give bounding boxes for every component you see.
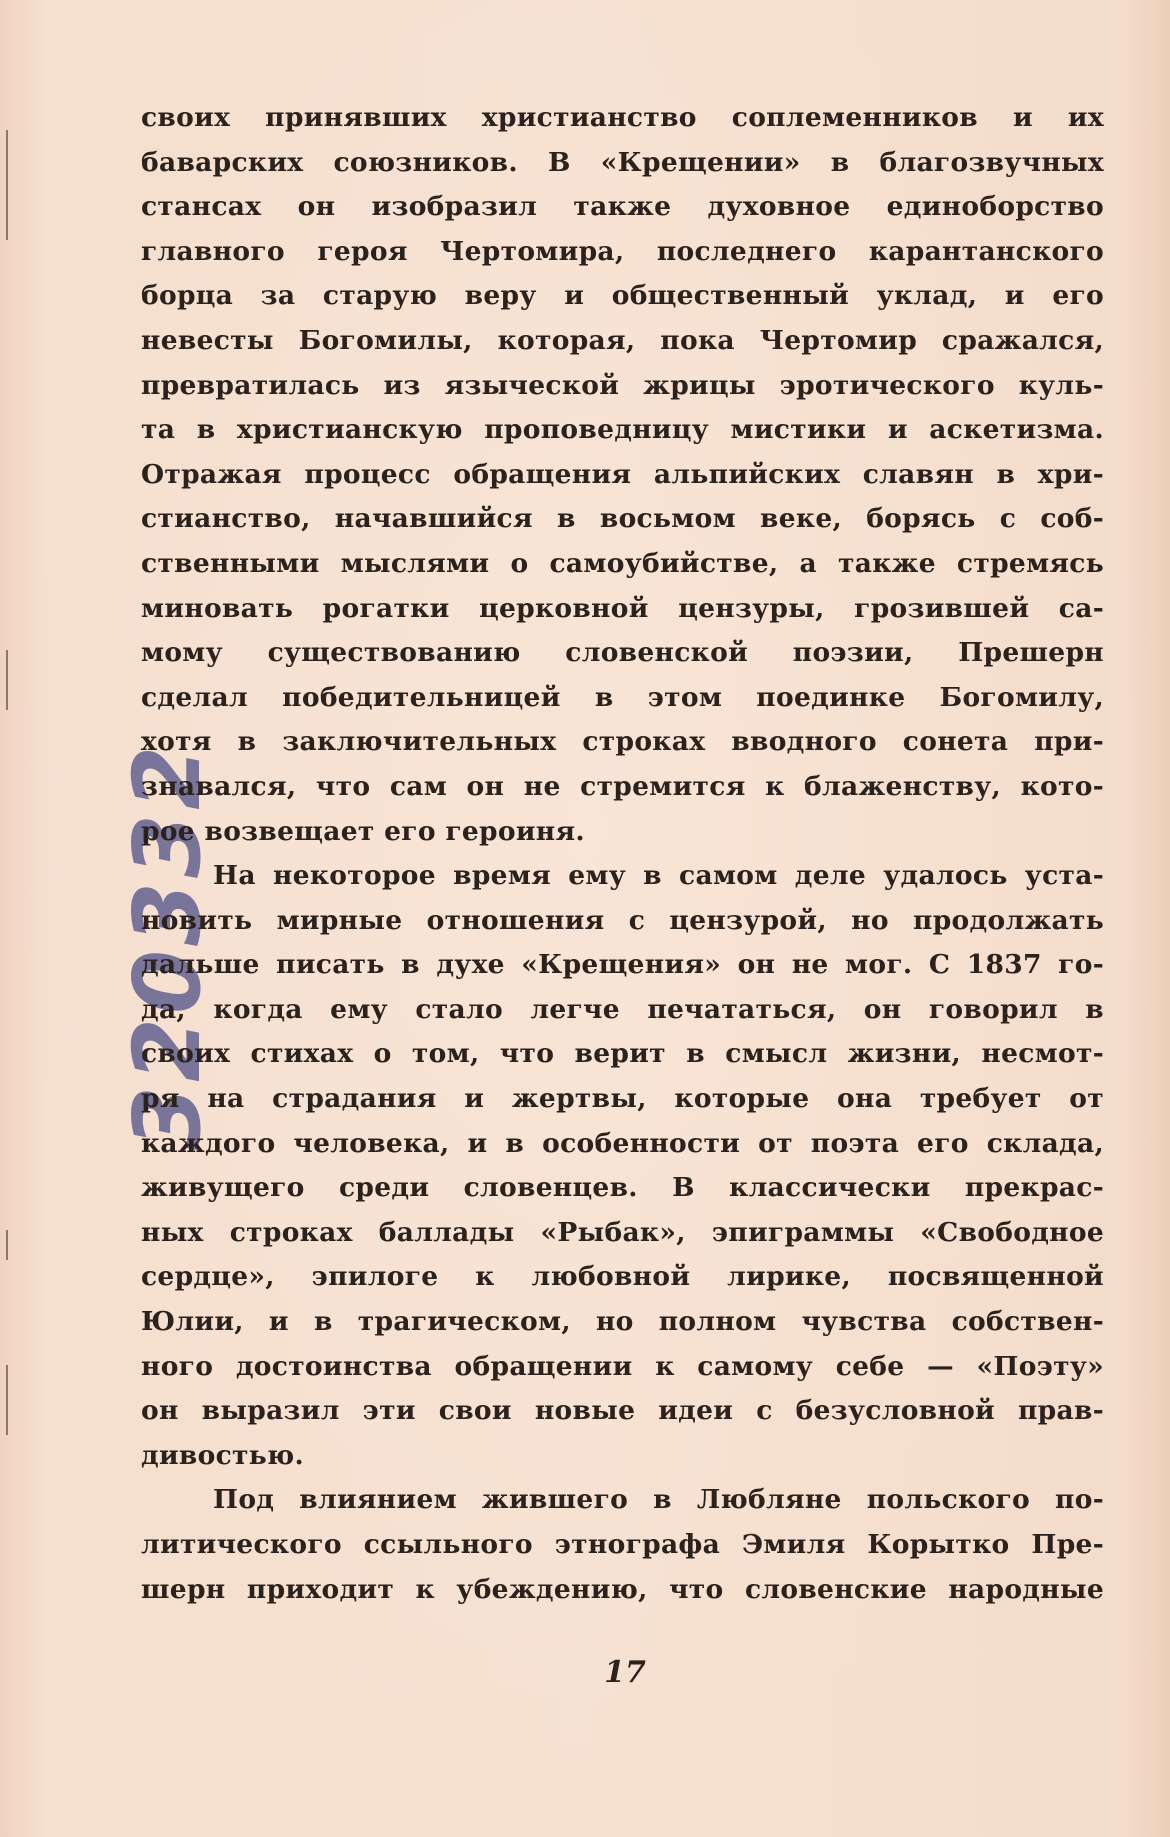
text-line: ря на страдания и жертвы, которые она требует от	[141, 1083, 1104, 1115]
text-line: да, когда ему стало легче печататься, он говорил в	[141, 993, 1104, 1025]
text-line: сделал победительницей в этом поединке Богомилу,	[141, 681, 1104, 713]
scan-edge-shadow	[6, 130, 8, 240]
text-line: ного достоинства обращении к самому себе — «Поэту»	[141, 1350, 1104, 1382]
text-line: он выразил эти свои новые идеи с безусловной прав-	[141, 1395, 1104, 1427]
text-line: ственными мыслями о самоубийстве, а также стремясь	[141, 547, 1104, 579]
text-line: шерн приходит к убеждению, что словенские народные	[141, 1573, 1104, 1605]
body-text	[141, 96, 1104, 1612]
stamp-number: 320332	[114, 741, 221, 1150]
text-line: мому существованию словенской поэзии, Прешерн	[141, 637, 1104, 669]
text-line: знавался, что сам он не стремится к блаженству, кото-	[141, 770, 1104, 802]
text-line-paragraph-end: рое возвещает его героиня.	[141, 815, 585, 847]
text-line: литического ссыльного этнографа Эмиля Корытко Пре-	[141, 1529, 1104, 1560]
page-number: 17	[604, 1655, 646, 1690]
text-line: баварских союзников. В «Крещении» в благозвучных	[141, 146, 1104, 178]
text-line: ных строках баллады «Рыбак», эпиграммы «Свободное	[141, 1216, 1104, 1248]
text-line: своих стихах о том, что верит в смысл жизни, несмот-	[141, 1038, 1104, 1070]
text-line: живущего среди словенцев. В классически прекрас-	[141, 1172, 1104, 1204]
text-line: стансах он изобразил также духовное единоборство	[141, 191, 1104, 223]
text-line: сердце», эпилоге к любовной лирике, посвященной	[141, 1261, 1104, 1293]
text-line: борца за старую веру и общественный уклад, и его	[141, 280, 1104, 312]
text-line: превратилась из языческой жрицы эротического куль-	[141, 369, 1104, 401]
text-line: хотя в заключительных строках вводного сонета при-	[141, 726, 1104, 758]
text-line: Отражая процесс обращения альпийских славян в хри-	[141, 458, 1104, 490]
text-line: дальше писать в духе «Крещения» он не мог. С 1837 го-	[141, 949, 1104, 981]
text-line: каждого человека, и в особенности от поэта его склада,	[141, 1127, 1104, 1159]
scan-edge-shadow	[6, 650, 8, 710]
text-line: Юлии, и в трагическом, но полном чувства собствен-	[141, 1306, 1104, 1338]
text-line: главного героя Чертомира, последнего карантанского	[141, 235, 1104, 267]
text-line-paragraph-start: Под влиянием жившего в Любляне польского по-	[213, 1484, 1104, 1516]
text-line: стианство, начавшийся в восьмом веке, борясь с соб-	[141, 503, 1104, 535]
text-line: та в христианскую проповедницу мистики и аскетизма.	[141, 414, 1104, 446]
library-inventory-stamp	[18, 741, 221, 1150]
text-line: невесты Богомилы, которая, пока Чертомир сражался,	[141, 324, 1104, 356]
text-line-paragraph-end: дивостью.	[141, 1439, 305, 1471]
text-line-paragraph-start: На некоторое время ему в самом деле удалось уста-	[213, 860, 1104, 892]
text-line: миновать рогатки церковной цензуры, грозившей са-	[141, 592, 1104, 624]
text-line: своих принявших христианство соплеменников и их	[141, 102, 1104, 133]
scan-edge-shadow	[6, 1230, 8, 1260]
text-line: новить мирные отношения с цензурой, но продолжать	[141, 904, 1104, 936]
scan-edge-shadow	[6, 1365, 8, 1435]
